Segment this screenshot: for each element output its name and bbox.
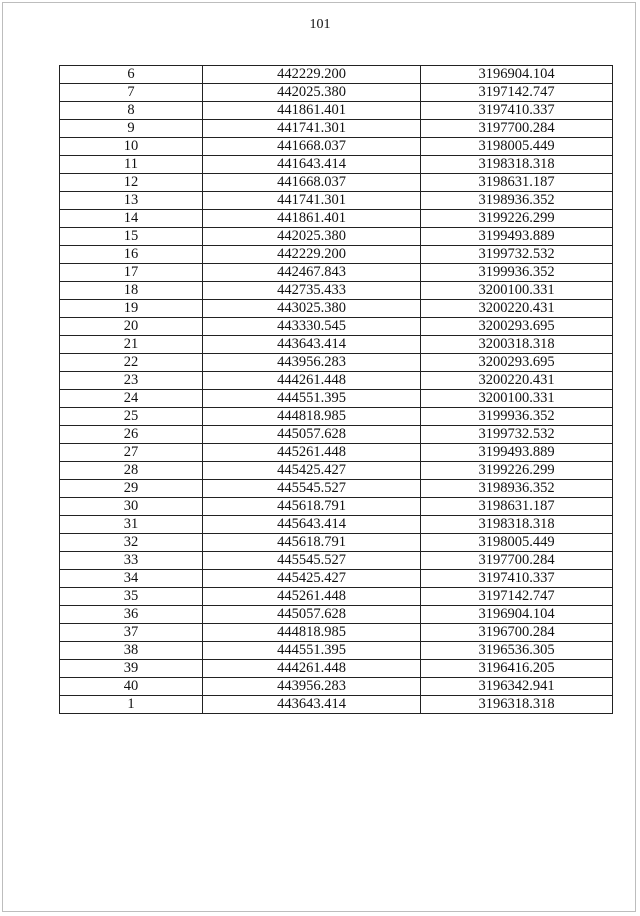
y-coordinate-cell: 3196342.941 <box>421 678 613 696</box>
table-row <box>60 192 613 210</box>
table-row <box>60 534 613 552</box>
table-row <box>60 426 613 444</box>
point-number-cell: 30 <box>60 498 203 516</box>
y-coordinate-cell: 3199493.889 <box>421 228 613 246</box>
point-number-cell: 16 <box>60 246 203 264</box>
table-row <box>60 84 613 102</box>
point-number-cell: 38 <box>60 642 203 660</box>
y-coordinate-cell: 3197142.747 <box>421 588 613 606</box>
table-row <box>60 246 613 264</box>
table-row <box>60 516 613 534</box>
x-coordinate-cell: 441643.414 <box>203 156 421 174</box>
table-row <box>60 228 613 246</box>
y-coordinate-cell: 3199493.889 <box>421 444 613 462</box>
x-coordinate-cell: 445425.427 <box>203 570 421 588</box>
y-coordinate-cell: 3199226.299 <box>421 462 613 480</box>
x-coordinate-cell: 445618.791 <box>203 498 421 516</box>
point-number-cell: 18 <box>60 282 203 300</box>
table-row <box>60 570 613 588</box>
table-row <box>60 300 613 318</box>
x-coordinate-cell: 445261.448 <box>203 588 421 606</box>
y-coordinate-cell: 3198318.318 <box>421 156 613 174</box>
table-row <box>60 606 613 624</box>
y-coordinate-cell: 3200100.331 <box>421 282 613 300</box>
x-coordinate-cell: 441668.037 <box>203 138 421 156</box>
y-coordinate-cell: 3199226.299 <box>421 210 613 228</box>
table-row <box>60 678 613 696</box>
x-coordinate-cell: 444551.395 <box>203 642 421 660</box>
point-number-cell: 29 <box>60 480 203 498</box>
table-row <box>60 66 613 84</box>
point-number-cell: 26 <box>60 426 203 444</box>
x-coordinate-cell: 442229.200 <box>203 246 421 264</box>
x-coordinate-cell: 444551.395 <box>203 390 421 408</box>
x-coordinate-cell: 445057.628 <box>203 606 421 624</box>
x-coordinate-cell: 442229.200 <box>203 66 421 84</box>
table-row <box>60 408 613 426</box>
point-number-cell: 21 <box>60 336 203 354</box>
y-coordinate-cell: 3197142.747 <box>421 84 613 102</box>
point-number-cell: 12 <box>60 174 203 192</box>
x-coordinate-cell: 442467.843 <box>203 264 421 282</box>
point-number-cell: 27 <box>60 444 203 462</box>
x-coordinate-cell: 441668.037 <box>203 174 421 192</box>
point-number-cell: 36 <box>60 606 203 624</box>
x-coordinate-cell: 441861.401 <box>203 210 421 228</box>
x-coordinate-cell: 443330.545 <box>203 318 421 336</box>
point-number-cell: 32 <box>60 534 203 552</box>
x-coordinate-cell: 442735.433 <box>203 282 421 300</box>
x-coordinate-cell: 444261.448 <box>203 660 421 678</box>
y-coordinate-cell: 3200293.695 <box>421 318 613 336</box>
table-row <box>60 480 613 498</box>
table-row <box>60 660 613 678</box>
table-row <box>60 444 613 462</box>
x-coordinate-cell: 443025.380 <box>203 300 421 318</box>
x-coordinate-cell: 445261.448 <box>203 444 421 462</box>
x-coordinate-cell: 443956.283 <box>203 354 421 372</box>
point-number-cell: 8 <box>60 102 203 120</box>
point-number-cell: 17 <box>60 264 203 282</box>
point-number-cell: 28 <box>60 462 203 480</box>
table-row <box>60 318 613 336</box>
x-coordinate-cell: 445057.628 <box>203 426 421 444</box>
y-coordinate-cell: 3196416.205 <box>421 660 613 678</box>
point-number-cell: 14 <box>60 210 203 228</box>
y-coordinate-cell: 3198631.187 <box>421 174 613 192</box>
point-number-cell: 7 <box>60 84 203 102</box>
table-row <box>60 120 613 138</box>
coordinates-table <box>59 65 613 714</box>
x-coordinate-cell: 444818.985 <box>203 408 421 426</box>
y-coordinate-cell: 3200220.431 <box>421 372 613 390</box>
coordinates-table-body <box>60 66 613 714</box>
y-coordinate-cell: 3196700.284 <box>421 624 613 642</box>
table-row <box>60 462 613 480</box>
table-row <box>60 156 613 174</box>
point-number-cell: 20 <box>60 318 203 336</box>
point-number-cell: 9 <box>60 120 203 138</box>
table-row <box>60 552 613 570</box>
table-row <box>60 642 613 660</box>
y-coordinate-cell: 3196904.104 <box>421 66 613 84</box>
x-coordinate-cell: 445545.527 <box>203 480 421 498</box>
y-coordinate-cell: 3198005.449 <box>421 534 613 552</box>
table-row <box>60 696 613 714</box>
point-number-cell: 40 <box>60 678 203 696</box>
x-coordinate-cell: 442025.380 <box>203 84 421 102</box>
table-row <box>60 390 613 408</box>
y-coordinate-cell: 3196318.318 <box>421 696 613 714</box>
y-coordinate-cell: 3199936.352 <box>421 264 613 282</box>
x-coordinate-cell: 445545.527 <box>203 552 421 570</box>
y-coordinate-cell: 3196536.305 <box>421 642 613 660</box>
y-coordinate-cell: 3199732.532 <box>421 426 613 444</box>
table-row <box>60 102 613 120</box>
table-row <box>60 282 613 300</box>
point-number-cell: 31 <box>60 516 203 534</box>
table-row <box>60 372 613 390</box>
table-row <box>60 624 613 642</box>
table-row <box>60 588 613 606</box>
x-coordinate-cell: 441741.301 <box>203 192 421 210</box>
table-row <box>60 354 613 372</box>
x-coordinate-cell: 441861.401 <box>203 102 421 120</box>
point-number-cell: 39 <box>60 660 203 678</box>
y-coordinate-cell: 3197700.284 <box>421 552 613 570</box>
point-number-cell: 19 <box>60 300 203 318</box>
table-row <box>60 498 613 516</box>
point-number-cell: 15 <box>60 228 203 246</box>
x-coordinate-cell: 443956.283 <box>203 678 421 696</box>
point-number-cell: 35 <box>60 588 203 606</box>
y-coordinate-cell: 3200100.331 <box>421 390 613 408</box>
table-row <box>60 264 613 282</box>
point-number-cell: 13 <box>60 192 203 210</box>
x-coordinate-cell: 443643.414 <box>203 336 421 354</box>
y-coordinate-cell: 3198936.352 <box>421 480 613 498</box>
y-coordinate-cell: 3200293.695 <box>421 354 613 372</box>
point-number-cell: 33 <box>60 552 203 570</box>
x-coordinate-cell: 445425.427 <box>203 462 421 480</box>
point-number-cell: 22 <box>60 354 203 372</box>
table-row <box>60 336 613 354</box>
y-coordinate-cell: 3200220.431 <box>421 300 613 318</box>
y-coordinate-cell: 3197700.284 <box>421 120 613 138</box>
y-coordinate-cell: 3198318.318 <box>421 516 613 534</box>
x-coordinate-cell: 444261.448 <box>203 372 421 390</box>
x-coordinate-cell: 443643.414 <box>203 696 421 714</box>
y-coordinate-cell: 3198631.187 <box>421 498 613 516</box>
y-coordinate-cell: 3199732.532 <box>421 246 613 264</box>
table-row <box>60 210 613 228</box>
x-coordinate-cell: 445618.791 <box>203 534 421 552</box>
page-number: 101 <box>309 17 331 32</box>
y-coordinate-cell: 3198936.352 <box>421 192 613 210</box>
point-number-cell: 10 <box>60 138 203 156</box>
x-coordinate-cell: 445643.414 <box>203 516 421 534</box>
y-coordinate-cell: 3199936.352 <box>421 408 613 426</box>
table-row <box>60 138 613 156</box>
point-number-cell: 25 <box>60 408 203 426</box>
y-coordinate-cell: 3197410.337 <box>421 570 613 588</box>
x-coordinate-cell: 442025.380 <box>203 228 421 246</box>
point-number-cell: 11 <box>60 156 203 174</box>
point-number-cell: 37 <box>60 624 203 642</box>
table-row <box>60 174 613 192</box>
x-coordinate-cell: 444818.985 <box>203 624 421 642</box>
point-number-cell: 23 <box>60 372 203 390</box>
point-number-cell: 1 <box>60 696 203 714</box>
point-number-cell: 6 <box>60 66 203 84</box>
y-coordinate-cell: 3200318.318 <box>421 336 613 354</box>
x-coordinate-cell: 441741.301 <box>203 120 421 138</box>
point-number-cell: 34 <box>60 570 203 588</box>
y-coordinate-cell: 3198005.449 <box>421 138 613 156</box>
point-number-cell: 24 <box>60 390 203 408</box>
y-coordinate-cell: 3196904.104 <box>421 606 613 624</box>
y-coordinate-cell: 3197410.337 <box>421 102 613 120</box>
